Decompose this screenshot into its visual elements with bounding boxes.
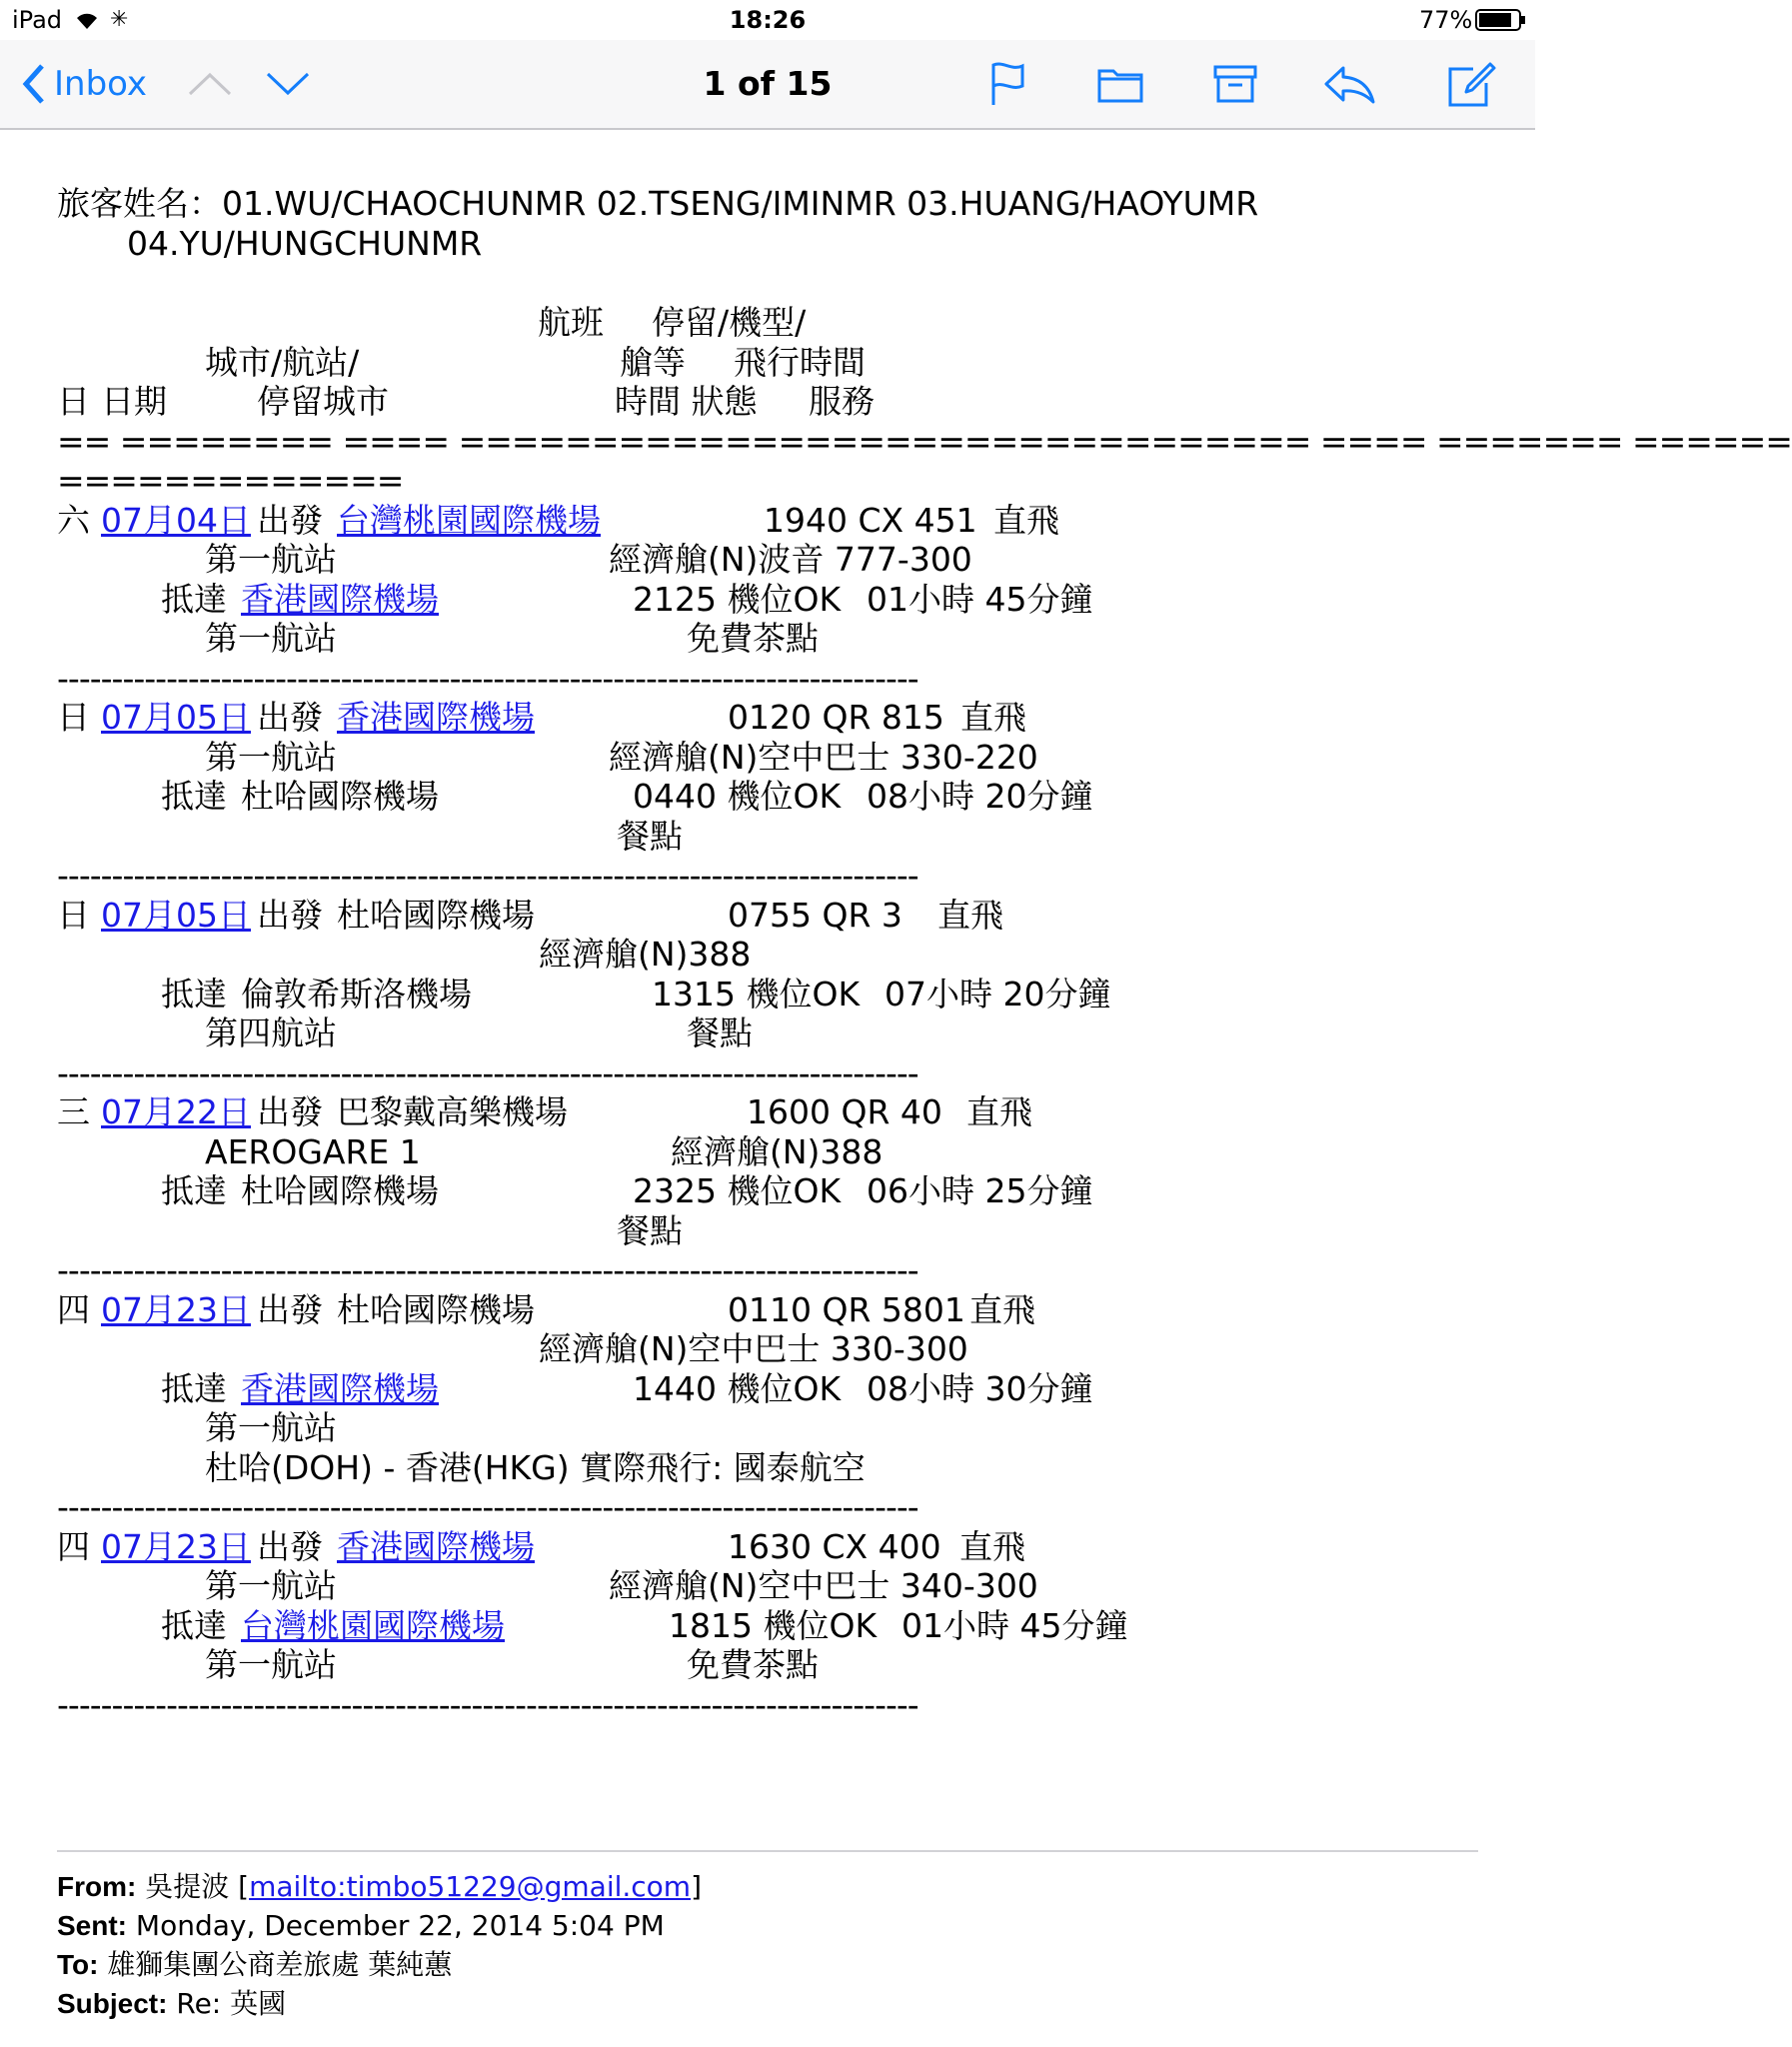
- sent-label: Sent:: [57, 1910, 127, 1941]
- flight-detail-line: [57, 1566, 1486, 1606]
- flight-detail-line: [57, 1408, 1486, 1448]
- flight-date-link[interactable]: 07月23日: [101, 1526, 251, 1566]
- depart-label: 出發: [257, 1526, 323, 1566]
- flag-button[interactable]: [989, 40, 1025, 128]
- subject-value: Re: 英國: [176, 1987, 287, 2020]
- depart-airport-link[interactable]: 台灣桃園國際機場: [337, 500, 601, 540]
- inbox-back-label: Inbox: [54, 64, 148, 104]
- flight-depart-line: [57, 698, 1486, 738]
- flight-divider: -------------------------------------------------------------------------------: [57, 1250, 918, 1289]
- to-label: To:: [57, 1949, 99, 1980]
- flight-day: 日: [57, 698, 90, 737]
- stop-type: 直飛: [993, 500, 1059, 540]
- flight-detail-line: [57, 1132, 1486, 1172]
- flag-icon: [989, 61, 1025, 107]
- status-bar: [0, 0, 1535, 40]
- archive-button[interactable]: [1213, 40, 1257, 128]
- arrive-terminal: 第四航站: [205, 1014, 337, 1052]
- flight-divider: -------------------------------------------------------------------------------: [57, 1684, 918, 1724]
- flight-note-line: [57, 1448, 1486, 1488]
- flight-depart-line: [57, 1290, 1486, 1330]
- flight-arrive-line: [57, 777, 1486, 817]
- flight-detail-line: [57, 1014, 1486, 1053]
- flight-depart-line: [57, 1092, 1486, 1132]
- arrive-terminal: 第一航站: [205, 1645, 337, 1684]
- flight-duration: 08小時 30分鐘: [867, 1368, 1093, 1408]
- message-position: 1 of 15: [703, 64, 833, 103]
- arrive-time-status: 0440 機位OK: [633, 777, 842, 816]
- table-header: [57, 303, 1486, 343]
- flight-detail-line: [57, 738, 1486, 778]
- flight-arrive-line: [57, 975, 1486, 1015]
- arrive-time-status: 1815 機位OK: [669, 1605, 878, 1645]
- depart-terminal: AEROGARE 1: [205, 1131, 421, 1171]
- header-flight-time: 飛行時間: [734, 342, 866, 382]
- depart-terminal: 第一航站: [205, 540, 337, 579]
- flight-divider: -------------------------------------------------------------------------------: [57, 1487, 918, 1526]
- arrive-terminal: 第一航站: [205, 619, 337, 658]
- compose-button[interactable]: [1447, 40, 1495, 128]
- depart-time-flight: 0110 QR 5801: [728, 1289, 965, 1329]
- header-rule: == ======== ==== ================================ ==== ======= ======: [57, 421, 1792, 461]
- flight-divider: -------------------------------------------------------------------------------: [57, 658, 918, 698]
- flight-duration: 06小時 25分鐘: [867, 1171, 1093, 1210]
- header-stop-model: 停留/機型/: [652, 303, 807, 342]
- arrive-terminal: 第一航站: [205, 1408, 337, 1447]
- activity-spinner-icon: ✳: [110, 7, 129, 32]
- depart-label: 出發: [257, 895, 323, 935]
- header-rule: =============: [57, 461, 404, 500]
- from-close: ]: [691, 1870, 703, 1903]
- flight-arrive-line: [57, 580, 1486, 620]
- flight-depart-line: [57, 501, 1486, 541]
- passenger-line: [57, 224, 1486, 264]
- stop-type: 直飛: [969, 1289, 1035, 1329]
- arrive-time-status: 1440 機位OK: [633, 1368, 842, 1408]
- depart-airport-link[interactable]: 香港國際機場: [337, 698, 535, 737]
- service: 餐點: [617, 1210, 683, 1250]
- arrive-time-status: 2125 機位OK: [633, 579, 842, 619]
- flight-date-link[interactable]: 07月05日: [101, 895, 251, 935]
- passenger-names: 04.YU/HUNGCHUNMR: [127, 223, 483, 263]
- arrive-airport-link[interactable]: 香港國際機場: [241, 1368, 439, 1408]
- depart-label: 出發: [257, 500, 323, 540]
- subject-label: Subject:: [57, 1988, 168, 2019]
- header-city-terminal: 城市/航站/: [205, 342, 360, 382]
- class-model: 經濟艙(N)空中巴士 340-300: [609, 1566, 1038, 1605]
- compose-icon: [1447, 61, 1495, 107]
- arrive-label: 抵達: [161, 1368, 227, 1408]
- flight-detail-line: [57, 619, 1486, 659]
- depart-terminal: 第一航站: [205, 1566, 337, 1605]
- stop-type: 直飛: [937, 895, 1003, 935]
- archive-icon: [1213, 64, 1257, 104]
- operated-by-note: 杜哈(DOH) - 香港(HKG) 實際飛行: 國泰航空: [205, 1447, 866, 1487]
- sent-value: Monday, December 22, 2014 5:04 PM: [135, 1909, 665, 1942]
- header-service: 服務: [809, 382, 875, 421]
- arrive-airport: 杜哈國際機場: [241, 1171, 439, 1210]
- to-value: 雄獅集團公商差旅處 葉純蕙: [107, 1948, 453, 1981]
- sent-row: [57, 1906, 702, 1945]
- battery-icon: [1475, 9, 1527, 37]
- flight-detail-line: [57, 935, 1486, 975]
- depart-label: 出發: [257, 698, 323, 737]
- flight-duration: 01小時 45分鐘: [867, 579, 1093, 619]
- table-header: [57, 382, 1486, 422]
- battery-percent: 77%: [1419, 6, 1473, 34]
- passenger-names: 旅客姓名：01.WU/CHAOCHUNMR 02.TSENG/IMINMR 03.HUANG/HAOYUMR: [57, 184, 1259, 223]
- flight-duration: 01小時 45分鐘: [901, 1605, 1128, 1645]
- flight-day: 四: [57, 1289, 90, 1329]
- service: 餐點: [617, 816, 683, 856]
- depart-time-flight: 1630 CX 400: [728, 1526, 941, 1566]
- flight-date-link[interactable]: 07月23日: [101, 1289, 251, 1329]
- class-model: 經濟艙(N)空中巴士 330-300: [539, 1329, 968, 1368]
- flight-date-link[interactable]: 07月22日: [101, 1092, 251, 1131]
- flight-detail-line: [57, 1329, 1486, 1369]
- depart-label: 出發: [257, 1289, 323, 1329]
- depart-airport-link[interactable]: 香港國際機場: [337, 1526, 535, 1566]
- arrive-time-status: 2325 機位OK: [633, 1171, 842, 1210]
- flight-day: 四: [57, 1526, 90, 1566]
- flight-detail-line: [57, 1211, 1486, 1251]
- depart-time-flight: 1940 CX 451: [764, 500, 977, 540]
- flight-detail-line: [57, 817, 1486, 857]
- depart-time-flight: 0120 QR 815: [728, 698, 944, 737]
- arrive-label: 抵達: [161, 1605, 227, 1645]
- header-stop-city: 停留城市: [257, 382, 389, 421]
- mail-toolbar: [0, 40, 1535, 130]
- passenger-line: [57, 184, 1486, 224]
- arrive-time-status: 1315 機位OK: [652, 974, 861, 1014]
- flight-arrive-line: [57, 1369, 1486, 1409]
- device-name: iPad: [12, 6, 63, 34]
- status-time: 18:26: [729, 6, 807, 34]
- from-name: 吳提波 [: [145, 1870, 250, 1903]
- stop-type: 直飛: [960, 698, 1026, 737]
- depart-time-flight: 0755 QR 3: [728, 895, 902, 935]
- depart-airport: 杜哈國際機場: [337, 895, 535, 935]
- service: 免費茶點: [687, 1645, 819, 1684]
- depart-label: 出發: [257, 1092, 323, 1131]
- class-model: 經濟艙(N)388: [539, 935, 752, 974]
- arrive-label: 抵達: [161, 974, 227, 1014]
- arrive-airport: 倫敦希斯洛機場: [241, 974, 472, 1014]
- arrive-label: 抵達: [161, 1171, 227, 1210]
- from-label: From:: [57, 1871, 137, 1902]
- flight-divider: -------------------------------------------------------------------------------: [57, 1052, 918, 1092]
- flight-day: 三: [57, 1092, 90, 1131]
- header-time-status: 時間 狀態: [615, 382, 758, 421]
- from-row: [57, 1867, 702, 1906]
- service: 餐點: [687, 1014, 753, 1052]
- flight-duration: 08小時 20分鐘: [867, 777, 1093, 816]
- arrive-label: 抵達: [161, 579, 227, 619]
- flight-duration: 07小時 20分鐘: [885, 974, 1111, 1014]
- depart-airport: 巴黎戴高樂機場: [337, 1092, 568, 1131]
- depart-airport: 杜哈國際機場: [337, 1289, 535, 1329]
- folder-icon: [1097, 65, 1143, 103]
- arrive-airport-link[interactable]: 香港國際機場: [241, 579, 439, 619]
- class-model: 經濟艙(N)空中巴士 330-220: [609, 737, 1038, 777]
- class-model: 經濟艙(N)388: [671, 1131, 884, 1171]
- flight-date-link[interactable]: 07月05日: [101, 698, 251, 737]
- flight-arrive-line: [57, 1171, 1486, 1211]
- reply-button[interactable]: [1323, 40, 1375, 128]
- flight-day: 日: [57, 895, 90, 935]
- message-body: [57, 184, 1792, 1724]
- table-header: [57, 343, 1486, 383]
- flight-divider: -------------------------------------------------------------------------------: [57, 856, 918, 895]
- header-date: 日期: [101, 382, 167, 421]
- reply-icon: [1323, 64, 1375, 104]
- header-class: 艙等: [620, 342, 686, 382]
- arrive-label: 抵達: [161, 777, 227, 816]
- depart-time-flight: 1600 QR 40: [747, 1092, 942, 1131]
- flight-depart-line: [57, 896, 1486, 936]
- quoted-message-header: [57, 1867, 702, 2023]
- flight-day: 六: [57, 500, 90, 540]
- to-row: [57, 1945, 702, 1984]
- flight-depart-line: [57, 1527, 1486, 1567]
- stop-type: 直飛: [959, 1526, 1025, 1566]
- arrive-airport-link[interactable]: 台灣桃園國際機場: [241, 1605, 505, 1645]
- from-email-link[interactable]: mailto:timbo51229@gmail.com: [249, 1870, 692, 1903]
- arrive-airport: 杜哈國際機場: [241, 777, 439, 816]
- flight-detail-line: [57, 540, 1486, 580]
- flight-arrive-line: [57, 1606, 1486, 1646]
- stop-type: 直飛: [966, 1092, 1032, 1131]
- service: 免費茶點: [687, 619, 819, 658]
- move-folder-button[interactable]: [1097, 40, 1143, 128]
- subject-row: [57, 1984, 702, 2023]
- header-day: 日: [57, 382, 90, 421]
- quote-separator: [57, 1850, 1478, 1852]
- flight-date-link[interactable]: 07月04日: [101, 500, 251, 540]
- flight-detail-line: [57, 1645, 1486, 1685]
- class-model: 經濟艙(N)波音 777-300: [609, 540, 972, 579]
- depart-terminal: 第一航站: [205, 737, 337, 777]
- header-flight: 航班: [538, 303, 604, 342]
